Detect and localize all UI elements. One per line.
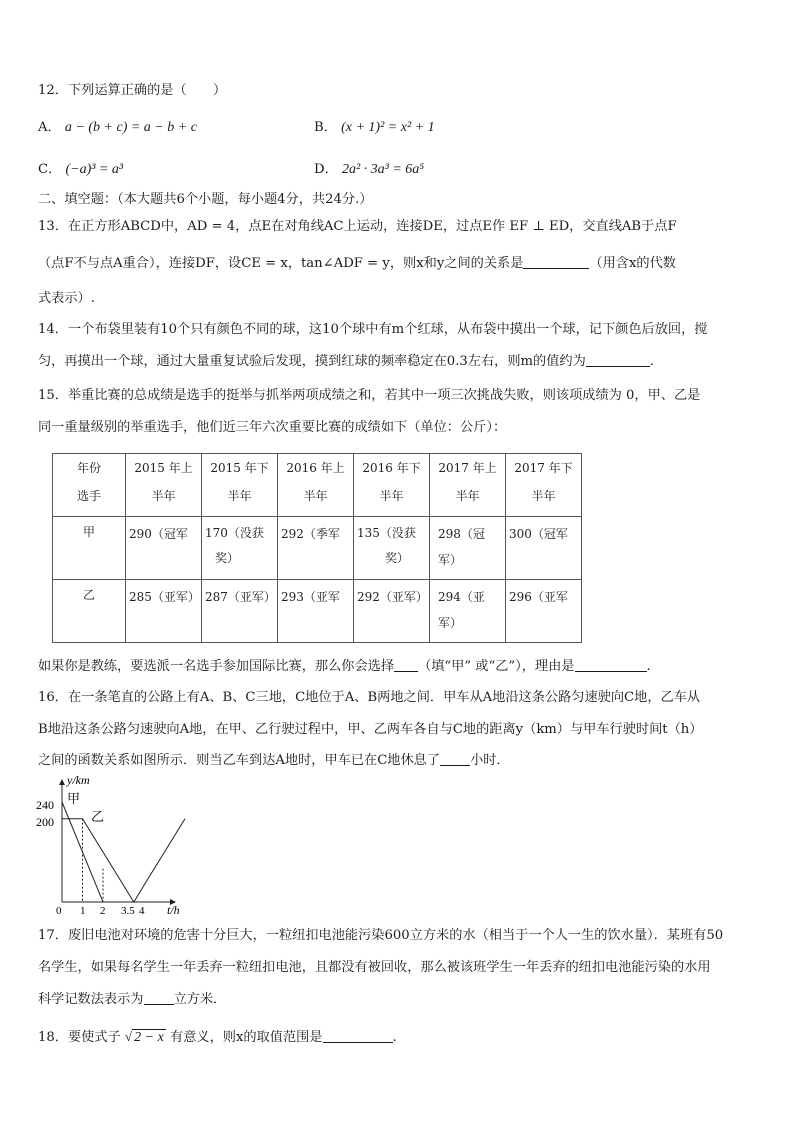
- x-tick-label: 4: [139, 905, 145, 917]
- q15-choice-blank[interactable]: [394, 657, 418, 672]
- q16-answer-blank[interactable]: [440, 751, 470, 766]
- header-line: 半年: [227, 489, 252, 503]
- cell-text: 296（亚军: [509, 590, 568, 604]
- cell-text: 290（冠军: [129, 527, 188, 541]
- table-row: [53, 517, 582, 580]
- y-axis-label: y/km: [67, 773, 90, 787]
- q15-after: [38, 657, 651, 677]
- header-line: 半年: [151, 489, 176, 503]
- table-cell: [202, 580, 278, 643]
- table-cell: [202, 517, 278, 580]
- q16-line1: 16．在一条笔直的公路上有A、B、C三地，C地位于A、B两地之间．甲车从A地沿这条公路匀速驶向C地，乙车从: [38, 690, 701, 705]
- section-heading: 二、填空题：（本大题共6个小题，每小题4分，共24分.）: [38, 192, 373, 207]
- results-table: [52, 453, 582, 643]
- q15-after-text: 如果你是教练，要选派一名选手参加国际比赛，那么你会选择: [38, 659, 395, 674]
- q18-post: 有意义，则x的取值范围是: [170, 1030, 323, 1045]
- corner-player-label: 选手: [76, 489, 101, 503]
- cell-text: 奖）: [385, 551, 410, 565]
- q14-answer-blank[interactable]: [586, 352, 650, 367]
- q12-option-a: [38, 118, 197, 138]
- header-line: 半年: [303, 489, 328, 503]
- header-line: 半年: [455, 489, 480, 503]
- q13-line1: 13．在正方形ABCD中，AD = 4，点E在对角线AC上运动，连接DE，过点E作 EF ⊥ ED，交直线AB于点F: [38, 219, 677, 234]
- cell-text: 170（没获: [205, 526, 264, 540]
- series-label-yi: 乙: [91, 809, 105, 824]
- sqrt-icon: √: [124, 1029, 133, 1044]
- q17-line3-text: 科学记数法表示为: [38, 992, 144, 1007]
- cell-text: 293（亚军: [281, 590, 340, 604]
- row-player-cell: [53, 517, 126, 580]
- cell-text: 285（亚军）: [129, 590, 200, 604]
- q15-line1: 15．举重比赛的总成绩是选手的挺举与抓举两项成绩之和，若其中一项三次挑战失败，则该项成绩为 0，甲、乙是: [38, 388, 701, 403]
- x-tick-label: 3.5: [121, 905, 135, 917]
- q17-line2: 名学生，如果每名学生一年丢弃一粒纽扣电池，且都没有被回收，那么被该班学生一年丢弃的纽扣电池能污染的水用: [38, 960, 711, 975]
- y-tick-label: 200: [36, 815, 54, 829]
- q15-after-end: .: [646, 659, 651, 674]
- q15-line2: 同一重量级别的举重选手，他们近三年六次重要比赛的成绩如下（单位：公斤）：: [38, 420, 507, 435]
- cell-text: 298（冠军）: [438, 527, 485, 567]
- sqrt-radicand: 2 − x: [134, 1030, 164, 1045]
- cell-text: 287（亚军）: [205, 590, 276, 604]
- q18-line: [38, 1027, 397, 1048]
- player-name: 甲: [82, 525, 95, 539]
- sqrt-expression: [125, 1029, 166, 1044]
- cell-text: 292（季军: [281, 527, 340, 541]
- q12-option-b-expr: (x + 1)² = x² + 1: [341, 120, 435, 135]
- q17-line1: 17．废旧电池对环境的危害十分巨大，一粒纽扣电池能污染600立方米的水（相当于一个人一生的饮水量）．某班有50: [38, 928, 724, 943]
- q12-option-d: [314, 160, 424, 180]
- q13-line2-text: （点F不与点A重合），连接DF，设CE = x，tan∠ADF = y，则x和y之间的关系是: [38, 256, 524, 271]
- q12-option-a-letter: A．: [38, 120, 61, 135]
- cell-text: 300（冠军: [509, 527, 568, 541]
- row-player-cell: [53, 580, 126, 643]
- header-line: 2017 年上: [438, 461, 497, 475]
- q17-line3-tail: 立方米．: [173, 992, 227, 1007]
- q18-end: .: [392, 1030, 397, 1045]
- q16-line2: B地沿这条公路匀速驶向A地，在甲、乙行驶过程中，甲、乙两车各自与C地的距离y（km）与甲车行驶时间t（h）: [38, 722, 703, 737]
- q14-line2-text: 匀，再摸出一个球，通过大量重复试验后发现，摸到红球的频率稳定在0.3左右，则m的值约为: [38, 354, 586, 369]
- player-name: 乙: [82, 588, 95, 602]
- table-cell: [126, 580, 202, 643]
- table-cell: [354, 580, 430, 643]
- table-cell: [506, 517, 582, 580]
- q18-pre: 18．要使式子: [38, 1030, 121, 1045]
- distance-time-graph: [35, 772, 205, 917]
- cell-text: 奖）: [215, 551, 240, 565]
- q12-option-c-expr: (−a)³ = a³: [65, 162, 124, 177]
- table-header-cell: [430, 454, 506, 517]
- header-line: 半年: [531, 489, 556, 503]
- table-header-cell: [278, 454, 354, 517]
- q15-after-mid: （填“甲” 或“乙”），理由是: [418, 659, 575, 674]
- q17-line3: [38, 990, 226, 1010]
- q14-line2: [38, 352, 654, 372]
- table-cell: [278, 517, 354, 580]
- q12-option-b: [314, 118, 435, 138]
- header-line: 2015 年上: [134, 461, 193, 475]
- table-header-cell: [354, 454, 430, 517]
- q15-reason-blank[interactable]: [575, 657, 647, 672]
- q12-option-a-expr: a − (b + c) = a − b + c: [64, 120, 197, 135]
- header-line: 2015 年下: [210, 461, 269, 475]
- cell-text: 294（亚军）: [438, 590, 485, 630]
- q18-answer-blank[interactable]: [323, 1028, 393, 1043]
- table-header-cell: [126, 454, 202, 517]
- q16-line3-tail: 小时．: [470, 753, 510, 768]
- header-line: 2016 年上: [286, 461, 345, 475]
- origin-label: 0: [56, 905, 62, 917]
- table-header-cell: [506, 454, 582, 517]
- x-tick-label: 1: [80, 905, 86, 917]
- q14-line1: 14．一个布袋里装有10个只有颜色不同的球，这10个球中有m个红球，从布袋中摸出一个球，记下颜色后放回，搅: [38, 322, 708, 337]
- q14-line2-tail: .: [649, 354, 654, 369]
- q16-line3-text: 之间的函数关系如图所示．则当乙车到达A地时，甲车已在C地休息了: [38, 753, 441, 768]
- q12-option-c-letter: C．: [38, 162, 62, 177]
- table-cell: [506, 580, 582, 643]
- cell-text: 135（没获: [357, 526, 416, 540]
- x-tick-label: 2: [100, 905, 106, 917]
- table-row: [53, 580, 582, 643]
- table-header-cell: [202, 454, 278, 517]
- table-cell: [278, 580, 354, 643]
- table-corner-cell: [53, 454, 126, 517]
- x-axis-label: t/h: [167, 903, 180, 917]
- q13-line2-tail: （用含x的代数: [589, 256, 676, 271]
- q12-option-c: [38, 160, 123, 180]
- header-line: 半年: [379, 489, 404, 503]
- q16-line3: [38, 751, 510, 771]
- table-cell: [430, 580, 506, 643]
- table-cell: [126, 517, 202, 580]
- series-line-yi: [62, 819, 185, 902]
- q13-line3: 式表示）.: [38, 291, 95, 306]
- table-cell: [430, 517, 506, 580]
- series-label-jia: 甲: [67, 791, 81, 806]
- header-line: 2017 年下: [514, 461, 573, 475]
- header-line: 2016 年下: [362, 461, 421, 475]
- q13-line2: [38, 254, 676, 274]
- q12-option-b-letter: B．: [314, 120, 337, 135]
- table-cell: [354, 517, 430, 580]
- q12-stem: 12．下列运算正确的是（ ）: [38, 83, 227, 98]
- q17-answer-blank[interactable]: [144, 990, 174, 1005]
- q13-answer-blank[interactable]: [523, 254, 589, 269]
- cell-text: 292（亚军）: [357, 590, 428, 604]
- y-tick-label: 240: [36, 798, 54, 812]
- q12-option-d-letter: D．: [314, 162, 338, 177]
- corner-year-label: 年份: [76, 461, 101, 475]
- table-header-row: [53, 454, 582, 517]
- q12-option-d-expr: 2a² · 3a³ = 6a⁵: [341, 162, 425, 177]
